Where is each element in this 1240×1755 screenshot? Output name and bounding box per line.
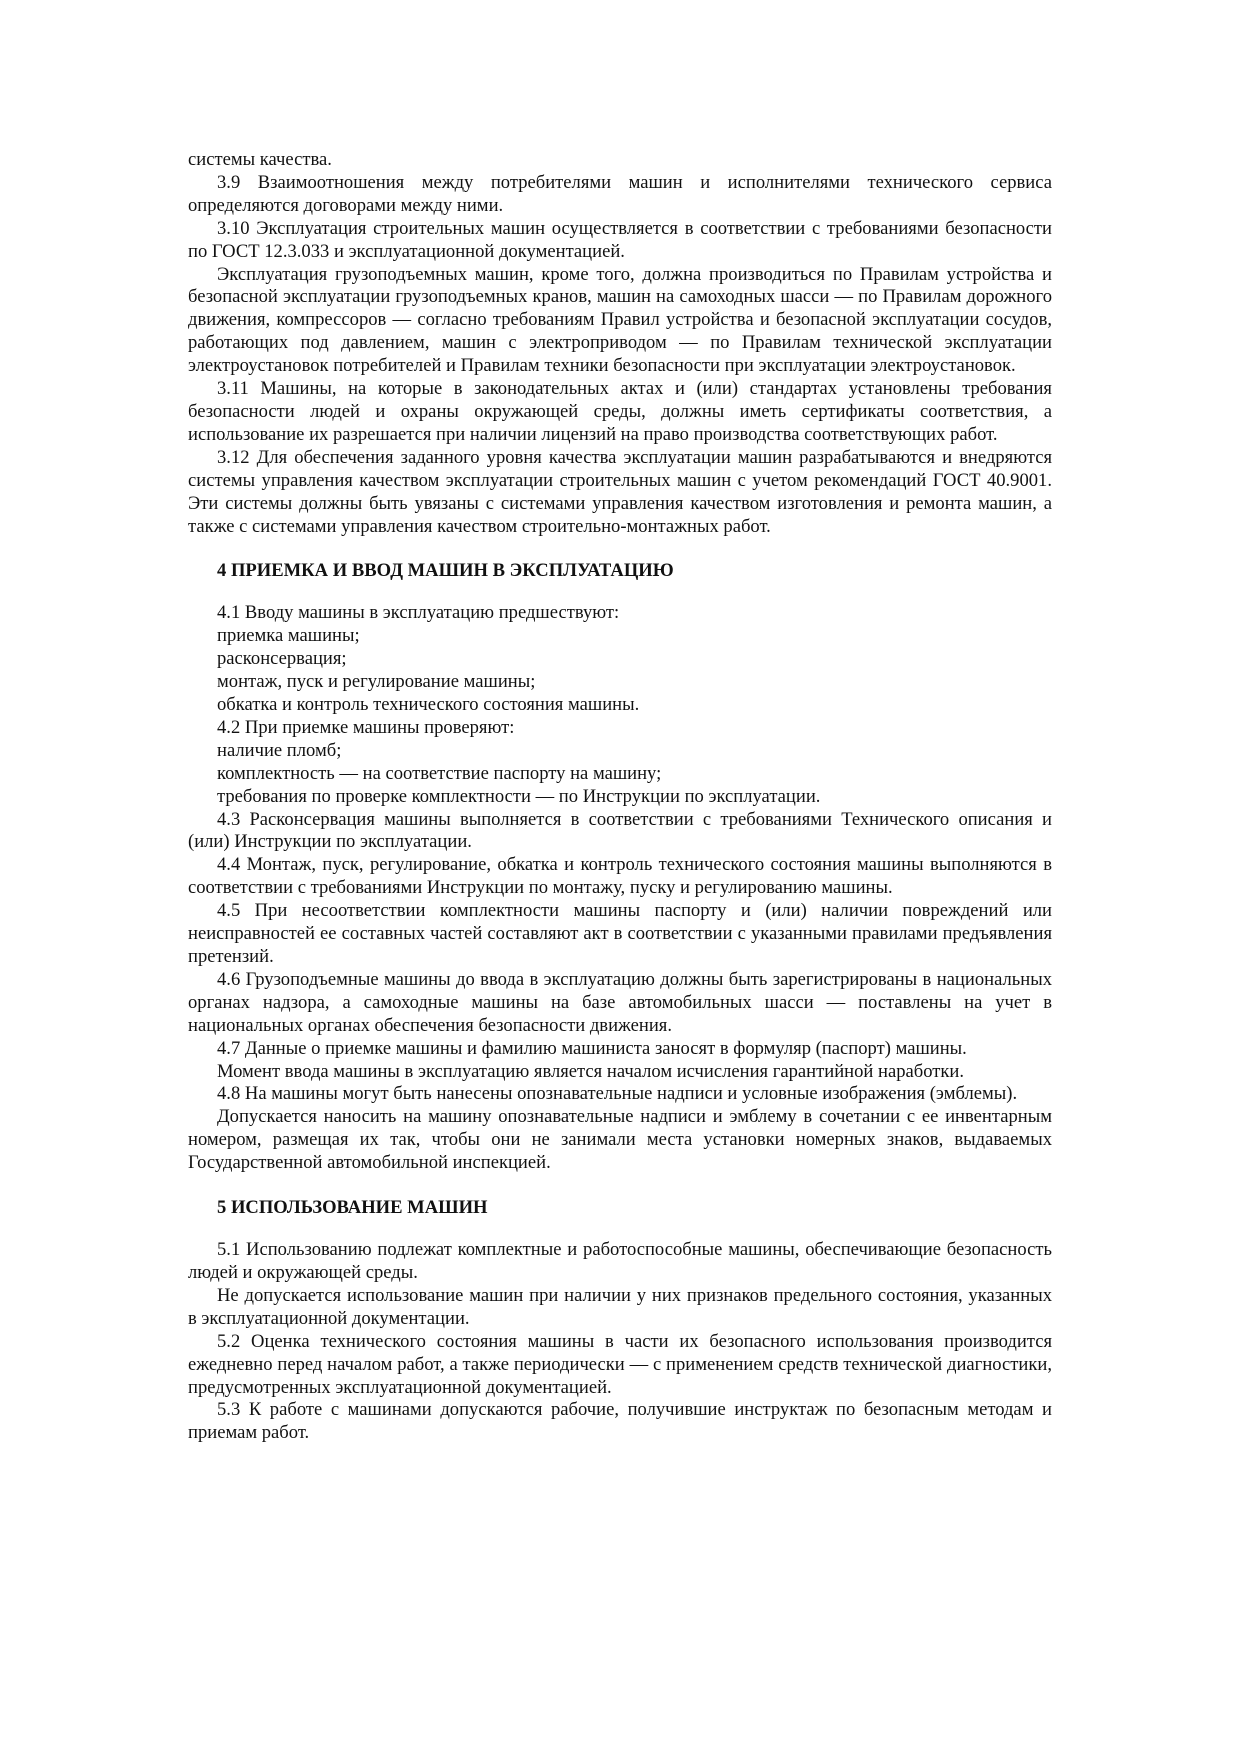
paragraph-4-3: 4.3 Расконсервация машины выполняется в соответствии с требованиями Технического описания и (или) Инструкции по эксплуатации. [188,808,1052,853]
paragraph-4-7: 4.7 Данные о приемке машины и фамилию машиниста заносят в формуляр (паспорт) машины. [217,1037,967,1059]
paragraph-3-10-cont: Эксплуатация грузоподъемных машин, кроме того, должна производиться по Правилам устройства и безопасной эксплуатации грузоподъемных кранов, машин на самоходных шасси — по Правилам дорожного движения, компрессоров — согласно требованиям Правил устройства и безопасной эксплуатации сосудов, работающих под давлением, машин с электроприводом — по Правилам технической эксплуатации электроустановок потребителей и Правилам техники безопасности при эксплуатации электроустановок. [188,263,1052,377]
paragraph-4-1: 4.1 Вводу машины в эксплуатацию предшествуют: [217,602,620,624]
paragraph-3-11: 3.11 Машины, на которые в законодательных актах и (или) стандартах установлены требования безопасности людей и охраны окружающей среды, должны иметь сертификаты соответствия, а использование их разрешается при наличии лицензий на право производства соответствующих работ. [188,378,1052,445]
paragraph-continuation: системы качества. [188,149,332,170]
list-item: расконсервация; [217,648,347,670]
paragraph-4-8: 4.8 На машины могут быть нанесены опознавательные надписи и условные изображения (эмблемы). [217,1083,1018,1105]
list-item: комплектность — на соответствие паспорту на машину; [217,762,662,784]
paragraph-3-12: 3.12 Для обеспечения заданного уровня качества эксплуатации машин разрабатываются и внедряются системы управления качеством эксплуатации строительных машин с учетом рекомендаций ГОСТ 40.9001. Эти системы должны быть увязаны с системами управления качеством изготовления и ремонта машин, а также с системами управления качеством строительно-монтажных работ. [188,446,1052,537]
paragraph-5-2: 5.2 Оценка технического состояния машины в части их безопасного использования производится ежедневно перед началом работ, а также периодически — с применением средств технической диагностики, предусмотренных эксплуатационной документацией. [188,1330,1052,1398]
paragraph-5-3: 5.3 К работе с машинами допускаются рабочие, получившие инструктаж по безопасным методам и приемам работ. [188,1399,1052,1444]
paragraph-5-1-cont: Не допускается использование машин при наличии у них признаков предельного состояния, указанных в эксплуатационной документации. [188,1284,1052,1329]
list-item: монтаж, пуск и регулирование машины; [217,671,536,693]
paragraph-4-5: 4.5 При несоответствии комплектности машины паспорту и (или) наличии повреждений или неисправностей ее составных частей составляют акт в соответствии с указанными правилами предъявления претензий. [188,900,1052,967]
list-item: требования по проверке комплектности — по Инструкции по эксплуатации. [217,785,821,807]
paragraph-4-8-cont: Допускается наносить на машину опознавательные надписи и эмблему в сочетании с ее инвентарным номером, размещая их так, чтобы они не занимали места установки номерных знаков, выдаваемых Государственной автомобильной инспекцией. [188,1106,1052,1174]
list-item: приемка машины; [217,625,360,647]
paragraph-4-6: 4.6 Грузоподъемные машины до ввода в эксплуатацию должны быть зарегистрированы в национальных органах надзора, а самоходные машины на базе автомобильных шасси — поставлены на учет в национальных органах обеспечения безопасности движения. [188,968,1052,1036]
paragraph-4-4: 4.4 Монтаж, пуск, регулирование, обкатка и контроль технического состояния машины выполняются в соответствии с требованиями Инструкции по монтажу, пуску и регулированию машины. [188,854,1052,899]
list-item: наличие пломб; [217,739,342,761]
paragraph-4-7-cont: Момент ввода машины в эксплуатацию является началом исчисления гарантийной наработки. [217,1060,965,1082]
paragraph-3-10: 3.10 Эксплуатация строительных машин осуществляется в соответствии с требованиями безопасности по ГОСТ 12.3.033 и эксплуатационной документацией. [188,217,1052,262]
section-5-heading: 5 ИСПОЛЬЗОВАНИЕ МАШИН [217,1197,488,1219]
paragraph-5-1: 5.1 Использованию подлежат комплектные и работоспособные машины, обеспечивающие безопасность людей и окружающей среды. [188,1239,1052,1283]
list-item: обкатка и контроль технического состояния машины. [217,694,640,716]
paragraph-4-2: 4.2 При приемке машины проверяют: [217,716,515,738]
section-4-heading: 4 ПРИЕМКА И ВВОД МАШИН В ЭКСПЛУАТАЦИЮ [217,560,674,582]
document-body [188,149,1052,1445]
paragraph-3-9: 3.9 Взаимоотношения между потребителями машин и исполнителями технического сервиса определяются договорами между ними. [188,171,1052,216]
